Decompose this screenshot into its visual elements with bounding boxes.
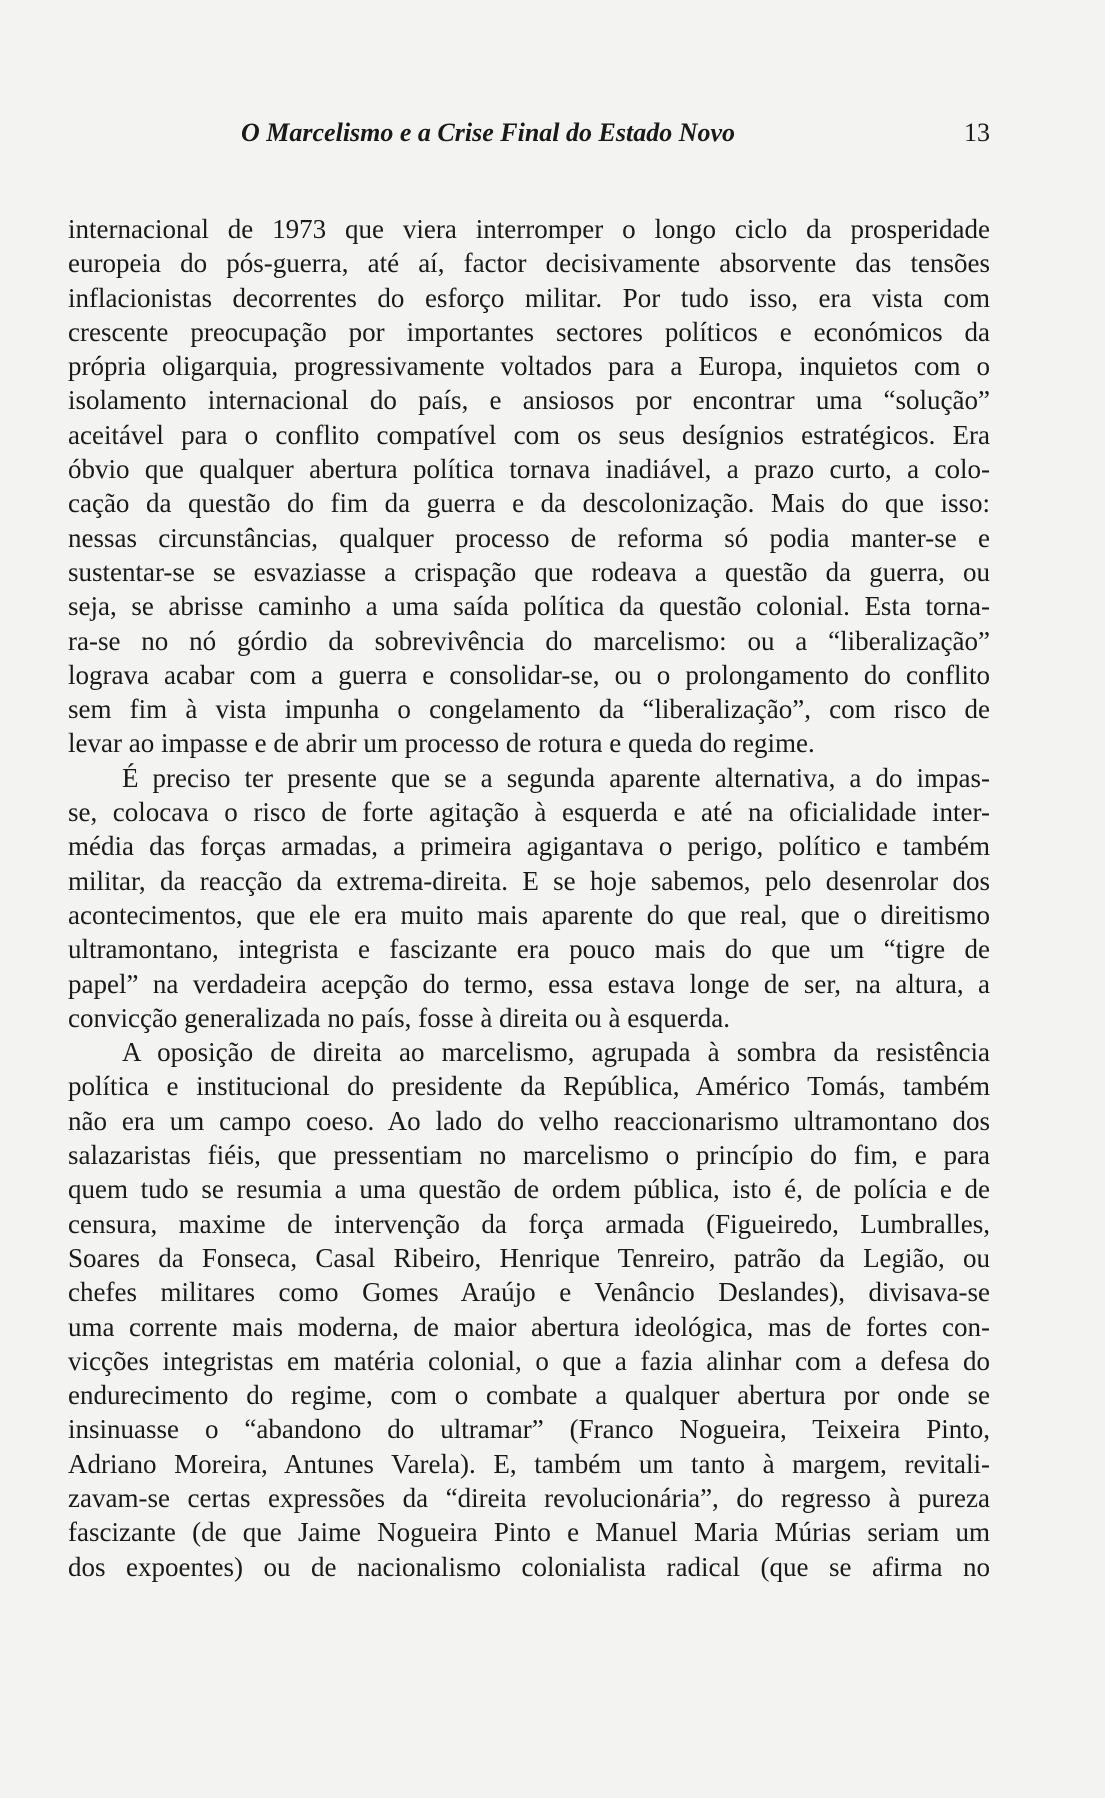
text-line: dos expoentes) ou de nacionalismo colonialista radical (que se afirma no bbox=[68, 1551, 990, 1582]
running-title: O Marcelismo e a Crise Final do Estado Novo bbox=[241, 118, 736, 147]
text-line: convicção generalizada no país, fosse à direita ou à esquerda. bbox=[68, 1002, 730, 1033]
text-line: fascizante (de que Jaime Nogueira Pinto e Manuel Maria Múrias seriam um bbox=[68, 1517, 990, 1548]
text-line: censura, maxime de intervenção da força armada (Figueiredo, Lumbralles, bbox=[68, 1208, 990, 1239]
text-line: aceitável para o conflito compatível com os seus desígnios estratégicos. Era bbox=[68, 419, 990, 450]
text-line: A oposição de direita ao marcelismo, agrupada à sombra da resistência bbox=[122, 1037, 990, 1068]
text-line: insinuasse o “abandono do ultramar” (Franco Nogueira, Teixeira Pinto, bbox=[68, 1414, 990, 1445]
text-line: ultramontano, integrista e fascizante era pouco mais do que um “tigre de bbox=[68, 934, 990, 965]
paragraph bbox=[68, 1035, 990, 1584]
text-line: quem tudo se resumia a uma questão de ordem pública, isto é, de polícia e de bbox=[68, 1174, 990, 1205]
text-line: chefes militares como Gomes Araújo e Venâncio Deslandes), divisava-se bbox=[68, 1277, 990, 1308]
text-line: isolamento internacional do país, e ansiosos por encontrar uma “solução” bbox=[68, 385, 990, 416]
text-line: militar, da reacção da extrema-direita. E se hoje sabemos, pelo desenrolar dos bbox=[68, 865, 990, 896]
text-line: salazaristas fiéis, que pressentiam no marcelismo o princípio do fim, e para bbox=[68, 1140, 990, 1171]
text-line: média das forças armadas, a primeira agigantava o perigo, político e também bbox=[68, 831, 990, 862]
text-line: política e institucional do presidente da República, Américo Tomás, também bbox=[68, 1071, 990, 1102]
text-line: europeia do pós-guerra, até aí, factor decisivamente absorvente das tensões bbox=[68, 248, 990, 279]
text-line: uma corrente mais moderna, de maior abertura ideológica, mas de fortes con- bbox=[68, 1311, 990, 1342]
text-line: não era um campo coeso. Ao lado do velho reaccionarismo ultramontano dos bbox=[68, 1105, 990, 1136]
text-line: inflacionistas decorrentes do esforço militar. Por tudo isso, era vista com bbox=[68, 282, 990, 313]
body-text bbox=[68, 212, 990, 1584]
text-line: Soares da Fonseca, Casal Ribeiro, Henrique Tenreiro, patrão da Legião, ou bbox=[68, 1242, 990, 1273]
paragraph bbox=[68, 212, 990, 761]
text-line: seja, se abrisse caminho a uma saída política da questão colonial. Esta torna- bbox=[68, 591, 990, 622]
text-line: própria oligarquia, progressivamente voltados para a Europa, inquietos com o bbox=[68, 351, 990, 382]
paragraph bbox=[68, 761, 990, 1035]
text-line: vicções integristas em matéria colonial, o que a fazia alinhar com a defesa do bbox=[68, 1345, 990, 1376]
running-head bbox=[68, 118, 990, 152]
text-line: sem fim à vista impunha o congelamento da “liberalização”, com risco de bbox=[68, 694, 990, 725]
text-line: levar ao impasse e de abrir um processo de rotura e queda do regime. bbox=[68, 728, 815, 759]
text-line: ra-se no nó górdio da sobrevivência do marcelismo: ou a “liberalização” bbox=[68, 625, 990, 656]
text-line: É preciso ter presente que se a segunda aparente alternativa, a do impas- bbox=[122, 762, 990, 793]
text-line: internacional de 1973 que viera interromper o longo ciclo da prosperidade bbox=[68, 214, 990, 244]
text-line: sustentar-se se esvaziasse a crispação que rodeava a questão da guerra, ou bbox=[68, 556, 990, 587]
text-line: cação da questão do fim da guerra e da descolonização. Mais do que isso: bbox=[68, 488, 990, 519]
text-line: nessas circunstâncias, qualquer processo de reforma só podia manter-se e bbox=[68, 522, 990, 553]
text-line: óbvio que qualquer abertura política tornava inadiável, a prazo curto, a colo- bbox=[68, 454, 990, 485]
page-number: 13 bbox=[964, 118, 990, 147]
text-line: papel” na verdadeira acepção do termo, essa estava longe de ser, na altura, a bbox=[68, 968, 990, 999]
text-line: se, colocava o risco de forte agitação à esquerda e até na oficialidade inter- bbox=[68, 797, 990, 828]
text-line: acontecimentos, que ele era muito mais aparente do que real, que o direitismo bbox=[68, 899, 990, 930]
text-line: crescente preocupação por importantes sectores políticos e económicos da bbox=[68, 316, 990, 347]
text-line: endurecimento do regime, com o combate a qualquer abertura por onde se bbox=[68, 1380, 990, 1411]
text-line: zavam-se certas expressões da “direita revolucionária”, do regresso à pureza bbox=[68, 1482, 990, 1513]
text-line: Adriano Moreira, Antunes Varela). E, também um tanto à margem, revitali- bbox=[68, 1448, 990, 1479]
text-line: lograva acabar com a guerra e consolidar-se, ou o prolongamento do conflito bbox=[68, 659, 990, 690]
